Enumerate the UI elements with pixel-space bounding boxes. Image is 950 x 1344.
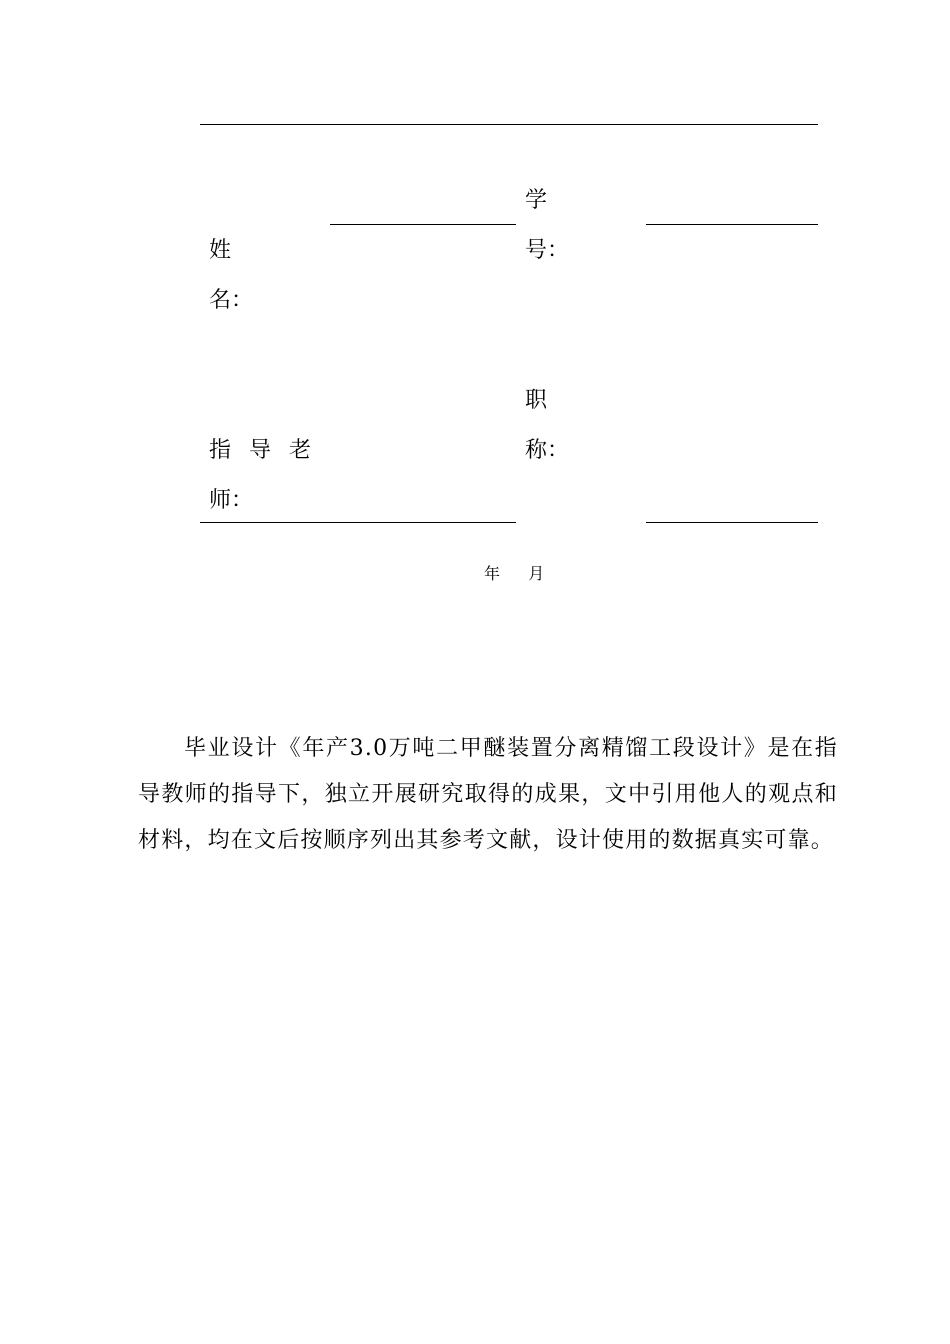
declaration-text: 毕业设计《年产3.0万吨二甲醚装置分离精馏工段设计》是在指导教师的指导下，独立开展研究取得的成果，文中引用他人的观点和材料，均在文后按顺序列出其参考文献，设计使用的数据真实可靠。 — [138, 736, 838, 853]
advisor-label — [209, 426, 329, 526]
advisor-fill-line — [200, 522, 516, 523]
advisor-label-line1: 指导老 — [209, 438, 330, 463]
student-id-label-line1: 学 — [525, 188, 548, 213]
date-year: 年 — [484, 564, 501, 583]
title-fill-line — [646, 522, 818, 523]
name-label-line1: 姓 — [209, 238, 232, 263]
name-label — [209, 226, 253, 326]
student-id-label — [525, 176, 569, 276]
advisor-label-line2: 师： — [209, 488, 254, 513]
originality-declaration — [138, 726, 838, 864]
date-month: 月 — [528, 564, 545, 583]
title-label-line2: 称： — [525, 438, 570, 463]
name-fill-line — [330, 224, 516, 225]
title-label-line1: 职 — [525, 388, 548, 413]
top-rule — [200, 124, 818, 125]
name-label-line2: 名： — [209, 288, 254, 313]
date-line — [484, 562, 544, 586]
student-id-fill-line — [646, 224, 818, 225]
student-id-label-line2: 号： — [525, 238, 570, 263]
title-label — [525, 376, 569, 476]
